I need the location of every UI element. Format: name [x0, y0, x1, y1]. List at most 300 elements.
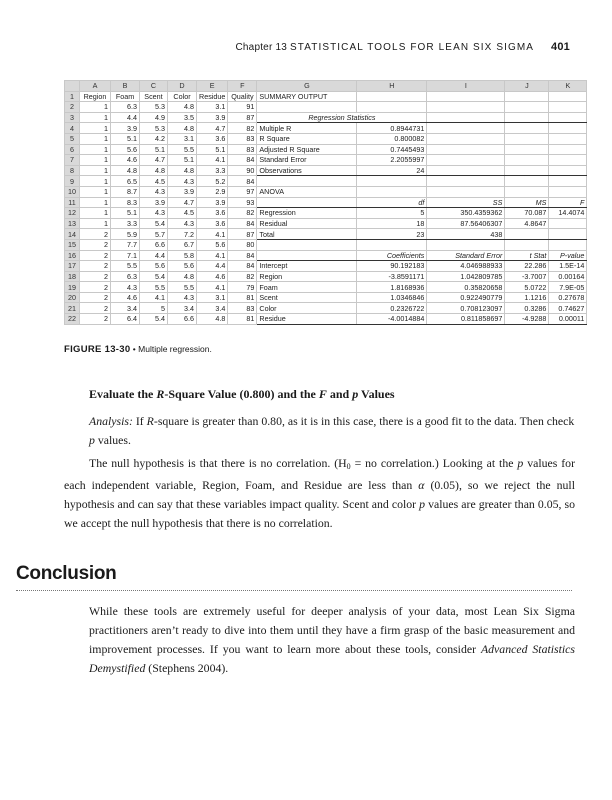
sheet-cell: 5.4: [140, 218, 168, 229]
row-number: 21: [65, 303, 80, 314]
sheet-cell: 6.6: [168, 314, 197, 325]
row-number: 7: [65, 155, 80, 166]
sheet-cell: 4.5: [140, 176, 168, 187]
sheet-cell: 1.0346846: [357, 292, 427, 303]
sheet-cell: 4.3: [168, 218, 197, 229]
sheet-cell: 79: [228, 282, 257, 293]
sheet-row: [65, 144, 587, 155]
sheet-cell: 5.1: [168, 155, 197, 166]
row-number: 12: [65, 208, 80, 219]
sheet-cell: t Stat: [505, 250, 549, 261]
sheet-cell: SS: [427, 197, 505, 208]
sheet-cell: F: [549, 197, 587, 208]
sheet-cell: [505, 144, 549, 155]
sheet-row: [65, 165, 587, 176]
sheet-cell: [505, 133, 549, 144]
sheet-cell: 90: [228, 165, 257, 176]
sheet-cell: 4.8: [168, 271, 197, 282]
sheet-cell: 7.7: [111, 239, 140, 250]
sheet-cell: Standard Error: [257, 155, 357, 166]
sheet-cell: 5.1: [111, 133, 140, 144]
sheet-cell: 1: [80, 144, 111, 155]
sheet-cell: 81: [228, 314, 257, 325]
sheet-cell: 84: [228, 155, 257, 166]
sheet-cell: 5.7: [140, 229, 168, 240]
sheet-cell: Scent: [140, 91, 168, 102]
sheet-cell: 4.7: [168, 197, 197, 208]
sheet-cell: 5.9: [111, 229, 140, 240]
row-number: 15: [65, 239, 80, 250]
sheet-cell: [427, 155, 505, 166]
sheet-row: [65, 250, 587, 261]
sheet-cell: 2: [80, 229, 111, 240]
sheet-cell: Regression Statistics: [257, 112, 427, 123]
sheet-cell: [427, 112, 505, 123]
sheet-cell: 5.2: [197, 176, 228, 187]
row-number: 5: [65, 133, 80, 144]
sheet-cell: 3.9: [140, 197, 168, 208]
sheet-cell: 4.6: [197, 271, 228, 282]
sheet-cell: 3.9: [197, 112, 228, 123]
sheet-cell: 82: [228, 208, 257, 219]
sheet-row: [65, 292, 587, 303]
analysis-text: -square is greater than 0.80, as it is in this case, there is a good fit to the data. Then check: [153, 414, 575, 428]
row-number: 10: [65, 186, 80, 197]
subheading-text: -Square Value (0.800) and the: [164, 387, 319, 401]
sheet-cell: [549, 239, 587, 250]
sheet-cell: 1.042809785: [427, 271, 505, 282]
sheet-row: [65, 239, 587, 250]
sheet-cell: 83: [228, 303, 257, 314]
sheet-cell: 4.1: [197, 282, 228, 293]
analysis-label: Analysis:: [89, 414, 133, 428]
sheet-cell: [549, 133, 587, 144]
row-number: 8: [65, 165, 80, 176]
sheet-cell: 2: [80, 303, 111, 314]
row-number: 18: [65, 271, 80, 282]
sheet-cell: 5.5: [140, 282, 168, 293]
sheet-cell: 0.800082: [357, 133, 427, 144]
sheet-cell: 4.2: [140, 133, 168, 144]
sheet-cell: [427, 123, 505, 134]
sheet-row: [65, 186, 587, 197]
sheet-cell: [505, 112, 549, 123]
sheet-cell: [427, 176, 505, 187]
row-number: 3: [65, 112, 80, 123]
figure-caption: [64, 344, 212, 355]
sheet-cell: Adjusted R Square: [257, 144, 357, 155]
sheet-cell: 6.3: [111, 271, 140, 282]
row-number: 19: [65, 282, 80, 293]
sheet-cell: 87: [228, 229, 257, 240]
book-title: Advanced Statistics Demystified: [89, 642, 575, 675]
sheet-cell: [427, 133, 505, 144]
sheet-cell: 4.1: [140, 292, 168, 303]
sheet-cell: 5.6: [140, 261, 168, 272]
sheet-cell: 4.1: [197, 229, 228, 240]
sheet-cell: Color: [257, 303, 357, 314]
sheet-cell: 4.8: [168, 123, 197, 134]
sheet-cell: 2: [80, 250, 111, 261]
sheet-cell: 5.3: [140, 123, 168, 134]
sheet-cell: -4.0014884: [357, 314, 427, 325]
chapter-label: Chapter 13: [235, 42, 287, 53]
sheet-cell: 4.8: [111, 165, 140, 176]
subheading: [89, 385, 575, 404]
sheet-cell: 6.6: [140, 239, 168, 250]
body-text: values are greater than 0.05, so we accept the null hypothesis that there is no correlation.: [64, 497, 575, 530]
sheet-cell: 18: [357, 218, 427, 229]
subheading-text: R: [156, 387, 165, 401]
sheet-cell: 7.2: [168, 229, 197, 240]
sheet-cell: [505, 91, 549, 102]
sheet-row: [65, 261, 587, 272]
sheet-cell: 1: [80, 112, 111, 123]
sheet-row: [65, 197, 587, 208]
sheet-cell: [549, 155, 587, 166]
sheet-cell: 4.6: [111, 292, 140, 303]
sheet-cell: 0.3286: [505, 303, 549, 314]
sheet-cell: 8.7: [111, 186, 140, 197]
sheet-cell: 0.708123097: [427, 303, 505, 314]
sheet-cell: 2: [80, 239, 111, 250]
sheet-cell: 1: [80, 218, 111, 229]
sheet-cell: [549, 102, 587, 113]
sheet-cell: [549, 123, 587, 134]
sheet-cell: 4.3: [111, 282, 140, 293]
sheet-cell: 23: [357, 229, 427, 240]
sheet-cell: 7.9E-05: [549, 282, 587, 293]
sheet-cell: 0.27678: [549, 292, 587, 303]
body-text: values for each independent variable, Region, Foam, and Residue are less than: [64, 456, 575, 492]
sheet-cell: [427, 144, 505, 155]
sheet-cell: 5.1: [111, 208, 140, 219]
sheet-cell: 4.3: [140, 208, 168, 219]
corner-cell: [65, 81, 80, 92]
sheet-cell: 84: [228, 176, 257, 187]
sheet-cell: Scent: [257, 292, 357, 303]
sheet-cell: [357, 176, 427, 187]
sheet-cell: 3.4: [168, 303, 197, 314]
sheet-cell: [357, 239, 427, 250]
sheet-cell: 2: [80, 314, 111, 325]
row-number: 22: [65, 314, 80, 325]
sheet-cell: 438: [427, 229, 505, 240]
sheet-cell: 1: [80, 186, 111, 197]
section-divider: [16, 590, 572, 591]
sheet-cell: 8.3: [111, 197, 140, 208]
sheet-cell: 0.8944731: [357, 123, 427, 134]
sheet-row: [65, 218, 587, 229]
sheet-cell: 5.5: [168, 282, 197, 293]
subheading-text: and: [326, 387, 353, 401]
sheet-cell: Intercept: [257, 261, 357, 272]
sheet-cell: 82: [228, 123, 257, 134]
sheet-row: [65, 229, 587, 240]
row-number: 14: [65, 229, 80, 240]
sheet-cell: 4.4: [140, 250, 168, 261]
sheet-row: [65, 91, 587, 102]
sheet-cell: Region: [257, 271, 357, 282]
column-letter: C: [140, 81, 168, 92]
sheet-cell: Foam: [257, 282, 357, 293]
analysis-text: If: [132, 414, 147, 428]
column-letter: I: [427, 81, 505, 92]
sheet-cell: 4.8: [197, 314, 228, 325]
sheet-cell: [257, 102, 357, 113]
row-number: 2: [65, 102, 80, 113]
sheet-cell: 22.286: [505, 261, 549, 272]
column-letter: F: [228, 81, 257, 92]
sheet-cell: 5.5: [168, 144, 197, 155]
conclusion-paragraph: [89, 602, 575, 678]
row-number: 20: [65, 292, 80, 303]
sheet-cell: 4.7: [140, 155, 168, 166]
sheet-cell: 5.6: [197, 239, 228, 250]
sheet-cell: 5.1: [197, 144, 228, 155]
sheet-cell: 2.2055997: [357, 155, 427, 166]
sheet-cell: Regression: [257, 208, 357, 219]
sheet-cell: [357, 102, 427, 113]
sheet-cell: Observations: [257, 165, 357, 176]
column-letter: K: [549, 81, 587, 92]
sheet-cell: 5.3: [140, 102, 168, 113]
hypothesis-paragraph: [64, 454, 575, 533]
sheet-cell: 83: [228, 133, 257, 144]
analysis-paragraph: [89, 412, 575, 450]
sheet-cell: Color: [168, 91, 197, 102]
sheet-cell: 2.9: [197, 186, 228, 197]
sheet-cell: [549, 229, 587, 240]
sheet-cell: 5.1: [140, 144, 168, 155]
sheet-cell: 0.922490779: [427, 292, 505, 303]
row-number: 13: [65, 218, 80, 229]
sheet-cell: Multiple R: [257, 123, 357, 134]
sheet-cell: 0.35820658: [427, 282, 505, 293]
sheet-cell: 1.8168936: [357, 282, 427, 293]
sheet-cell: [427, 102, 505, 113]
subscript: 0: [346, 462, 351, 471]
sheet-cell: [549, 112, 587, 123]
sheet-cell: 0.811858697: [427, 314, 505, 325]
sheet-cell: ANOVA: [257, 186, 357, 197]
sheet-cell: [549, 186, 587, 197]
sheet-cell: 3.1: [168, 133, 197, 144]
sheet-cell: [549, 218, 587, 229]
sheet-cell: 4.046988933: [427, 261, 505, 272]
sheet-cell: 6.4: [111, 314, 140, 325]
sheet-cell: 5: [140, 303, 168, 314]
sheet-row: [65, 112, 587, 123]
sheet-row: [65, 155, 587, 166]
row-number: 16: [65, 250, 80, 261]
sheet-cell: 3.9: [168, 186, 197, 197]
sheet-row: [65, 208, 587, 219]
sheet-cell: 93: [228, 197, 257, 208]
sheet-cell: Residue: [197, 91, 228, 102]
sheet-cell: 5.5: [111, 261, 140, 272]
sheet-cell: 81: [228, 292, 257, 303]
sheet-cell: P-value: [549, 250, 587, 261]
sheet-cell: 4.8647: [505, 218, 549, 229]
sheet-cell: Residue: [257, 314, 357, 325]
sheet-cell: 6.5: [111, 176, 140, 187]
sheet-cell: 7.1: [111, 250, 140, 261]
sheet-cell: 84: [228, 261, 257, 272]
analysis-text: p: [89, 433, 95, 447]
sheet-cell: 0.74627: [549, 303, 587, 314]
sheet-row: [65, 314, 587, 325]
sheet-cell: [549, 176, 587, 187]
caption-separator: •: [130, 344, 139, 354]
sheet-cell: 3.5: [168, 112, 197, 123]
sheet-cell: 90.192183: [357, 261, 427, 272]
sheet-cell: 4.1: [197, 250, 228, 261]
page-number: 401: [551, 41, 570, 53]
sheet-cell: MS: [505, 197, 549, 208]
sheet-cell: 14.4074: [549, 208, 587, 219]
row-number: 17: [65, 261, 80, 272]
sheet-row: [65, 176, 587, 187]
sheet-cell: 4.4: [111, 112, 140, 123]
section-heading: Conclusion: [16, 563, 117, 584]
sheet-cell: 3.6: [197, 218, 228, 229]
sheet-cell: [257, 176, 357, 187]
analysis-text: R: [146, 414, 154, 428]
sheet-cell: 4.3: [140, 186, 168, 197]
sheet-row: [65, 303, 587, 314]
sheet-cell: 83: [228, 144, 257, 155]
sheet-cell: 6.7: [168, 239, 197, 250]
column-letter: J: [505, 81, 549, 92]
sheet-cell: 4.5: [168, 208, 197, 219]
sheet-cell: Region: [80, 91, 111, 102]
sheet-cell: [257, 197, 357, 208]
sheet-cell: 0.2326722: [357, 303, 427, 314]
sheet-cell: 2: [80, 261, 111, 272]
row-number: 1: [65, 91, 80, 102]
sheet-cell: 2: [80, 282, 111, 293]
column-letter: B: [111, 81, 140, 92]
sheet-cell: 3.9: [111, 123, 140, 134]
sheet-cell: [505, 176, 549, 187]
sheet-cell: 0.00164: [549, 271, 587, 282]
body-text: The null hypothesis is that there is no correlation. (H: [89, 456, 347, 470]
sheet-cell: 82: [228, 271, 257, 282]
sheet-cell: 4.8: [140, 165, 168, 176]
sheet-cell: Quality: [228, 91, 257, 102]
caption-text: Multiple regression.: [138, 344, 212, 354]
row-number: 11: [65, 197, 80, 208]
sheet-row: [65, 271, 587, 282]
sheet-cell: [549, 165, 587, 176]
sheet-cell: Total: [257, 229, 357, 240]
sheet-cell: 1: [80, 176, 111, 187]
body-text: (Stephens 2004).: [145, 661, 229, 675]
sheet-cell: Coefficients: [357, 250, 427, 261]
sheet-cell: 350.4359362: [427, 208, 505, 219]
body-text: p: [419, 497, 426, 511]
sheet-cell: Residual: [257, 218, 357, 229]
sheet-cell: [427, 186, 505, 197]
column-letter: A: [80, 81, 111, 92]
sheet-cell: Foam: [111, 91, 140, 102]
sheet-cell: [357, 186, 427, 197]
sheet-cell: 3.1: [197, 292, 228, 303]
sheet-cell: 97: [228, 186, 257, 197]
sheet-cell: [505, 186, 549, 197]
sheet-cell: 5: [357, 208, 427, 219]
sheet-cell: 87.56406307: [427, 218, 505, 229]
sheet-cell: 1: [80, 133, 111, 144]
sheet-cell: R Square: [257, 133, 357, 144]
sheet-cell: 1: [80, 155, 111, 166]
sheet-row: [65, 123, 587, 134]
sheet-cell: 1.5E-14: [549, 261, 587, 272]
sheet-cell: 24: [357, 165, 427, 176]
sheet-cell: 84: [228, 218, 257, 229]
sheet-cell: [505, 155, 549, 166]
sheet-cell: 2: [80, 271, 111, 282]
sheet-cell: 4.4: [197, 261, 228, 272]
sheet-cell: [257, 239, 357, 250]
sheet-cell: 4.3: [168, 176, 197, 187]
body-text: While these tools are extremely useful for deeper analysis of your data, most Lean Six Sigma practitioners aren’t ready to dive into them until they have a firm grasp of the basic measurement and improvement processes. If you want to learn more about these tools, consider: [89, 604, 575, 656]
sheet-row: [65, 102, 587, 113]
analysis-text: values.: [94, 433, 131, 447]
sheet-cell: 3.1: [197, 102, 228, 113]
sheet-cell: [505, 102, 549, 113]
body-text: (0.05), so we reject the null hypothesis and can say that these variables impact quality. Scent and color: [64, 478, 575, 511]
subheading-text: Values: [358, 387, 395, 401]
row-number: 9: [65, 176, 80, 187]
sheet-cell: 5.6: [168, 261, 197, 272]
sheet-cell: [427, 91, 505, 102]
chapter-title: STATISTICAL TOOLS FOR LEAN SIX SIGMA: [289, 42, 535, 53]
sheet-cell: [357, 91, 427, 102]
sheet-cell: 0.7445493: [357, 144, 427, 155]
sheet-cell: 3.3: [197, 165, 228, 176]
sheet-cell: 80: [228, 239, 257, 250]
sheet-cell: [549, 91, 587, 102]
sheet-cell: 3.6: [197, 133, 228, 144]
sheet-cell: [505, 123, 549, 134]
sheet-cell: 3.4: [197, 303, 228, 314]
subheading-text: F: [318, 387, 327, 401]
sheet-cell: 2: [80, 292, 111, 303]
sheet-cell: 70.087: [505, 208, 549, 219]
sheet-cell: 4.8: [168, 102, 197, 113]
sheet-cell: 4.1: [197, 155, 228, 166]
sheet-cell: 4.7: [197, 123, 228, 134]
column-letter: D: [168, 81, 197, 92]
sheet-cell: SUMMARY OUTPUT: [257, 91, 357, 102]
sheet-cell: 1: [80, 197, 111, 208]
sheet-cell: -3.7007: [505, 271, 549, 282]
row-number: 4: [65, 123, 80, 134]
sheet-cell: [427, 239, 505, 250]
sheet-cell: 1.1216: [505, 292, 549, 303]
sheet-cell: -3.8591171: [357, 271, 427, 282]
sheet-cell: 5.4: [140, 314, 168, 325]
sheet-cell: 5.6: [111, 144, 140, 155]
sheet-cell: 1: [80, 165, 111, 176]
sheet-cell: 6.3: [111, 102, 140, 113]
subheading-text: p: [352, 387, 359, 401]
sheet-cell: 5.0722: [505, 282, 549, 293]
sheet-cell: 1: [80, 102, 111, 113]
sheet-cell: 0.00011: [549, 314, 587, 325]
